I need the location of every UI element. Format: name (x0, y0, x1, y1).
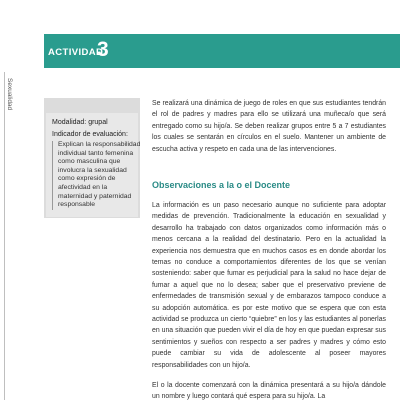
activity-label: ACTIVIDAD (48, 47, 104, 58)
observations-paragraph: La información es un paso necesario aunque no suficiente para adoptar medidas de prevención. Tradicionalmente la educación en sexualidad y desarrollo ha trabajado con datos organizados como información más o menos cercana a la realidad del destinatario. Pero en la actualidad la experiencia nos demuestra que en muchos casos es en donde abordar los temas no conduce a comportamientos diferentes de los que se venían sosteniendo: saber que fumar es perjudicial para la salud no hace dejar de fumar a aquel que no lo desea; saber que el preservativo previene de enfermedades de transmisión sexual y de embarazos tampoco conduce a su adopción automática. es por este motivo que se espera que con esta actividad se produzca un cierto “quiebre” en los y las estudiantes al ponerlas en una situación que pueden vivir el día de hoy en que puedan expresar sus sentimientos y sueños con respecto a ser padres y madres y cómo esto puede cambiar su vida de adolescente al poseer mayores responsabilidades con un hijo/a. (152, 202, 386, 369)
evaluation-box (46, 113, 141, 217)
margin-rule (4, 72, 5, 400)
section-side-tab: Sexualidad (6, 78, 13, 111)
indicator-heading: Indicador de evaluación: (52, 131, 128, 138)
intro-paragraph: Se realizará una dinámica de juego de roles en que sus estudiantes tendrán el rol de padres y madres para ello se utilizará una muñeca/o que será entregado como su hijo/a. Se deben realizar grupos entre 5 a 7 estudiantes los cuales se sentarán en círculos en el suelo. Mantener un ambiente de escucha activa y respeto en cada una de las intervenciones. (152, 100, 386, 153)
activity-banner (44, 34, 400, 68)
closing-paragraph: El o la docente comenzará con la dinámica presentará a su hijo/a dándole un nombre y luego contará qué espera para su hijo/a. La (152, 382, 386, 401)
modality-label: Modalidad: grupal (52, 119, 108, 126)
activity-number: 3 (97, 38, 109, 61)
section-title: Observaciones a la o el Docente (152, 180, 291, 190)
indicator-text: Explican la responsabilidad individual tanto femenina como masculina que involucra la sexualidad como expresión de afectividad en la maternidad y paternidad responsable (52, 141, 142, 210)
